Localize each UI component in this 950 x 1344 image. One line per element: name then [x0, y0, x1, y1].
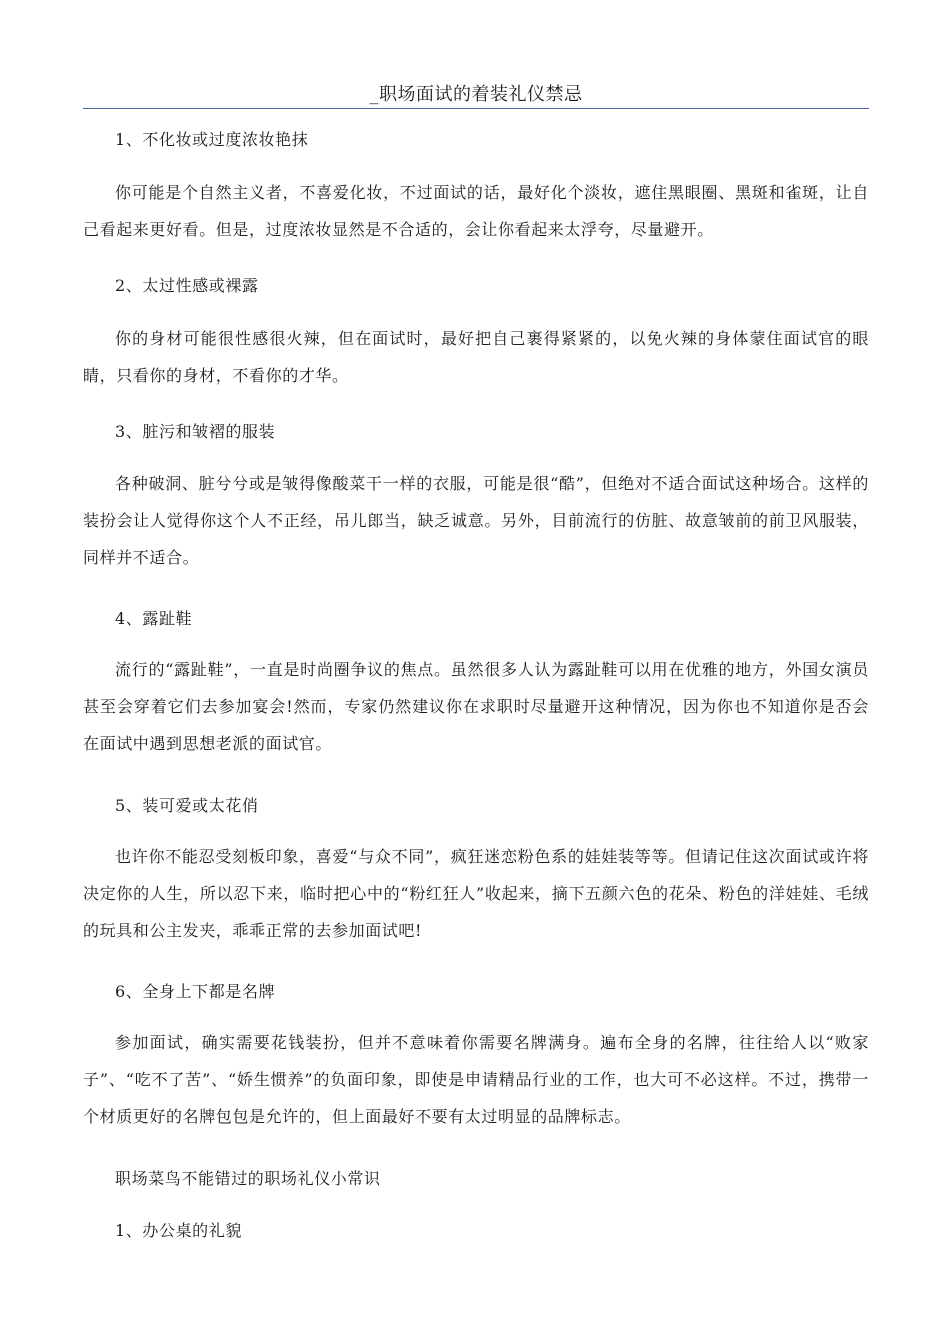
- section-body-6: 参加面试，确实需要花钱装扮，但并不意味着你需要名牌满身。遍布全身的名牌，往往给人以“败家子”、“吃不了苦”、“娇生惯养”的负面印象，即使是申请精品行业的工作，也大可不必这样。不过，携带一个材质更好的名牌包包是允许的，但上面最好不要有太过明显的品牌标志。: [83, 1033, 869, 1126]
- section-body-5: 也许你不能忍受刻板印象，喜爱“与众不同”，疯狂迷恋粉色系的娃娃装等等。但请记住这次面试或许将决定你的人生，所以忍下来，临时把心中的“粉红狂人”收起来，摘下五颜六色的花朵、粉色的洋娃娃、毛绒的玩具和公主发夹，乖乖正常的去参加面试吧!: [83, 847, 869, 940]
- section-body-3: 各种破洞、脏兮兮或是皱得像酸菜干一样的衣服，可能是很“酷”，但绝对不适合面试这种场合。这样的装扮会让人觉得你这个人不正经，吊儿郎当，缺乏诚意。另外，目前流行的仿脏、故意皱前的前卫风服装，同样并不适合。: [83, 474, 869, 567]
- section-body-2: 你的身材可能很性感很火辣，但在面试时，最好把自己裹得紧紧的，以免火辣的身体蒙住面试官的眼睛，只看你的身材，不看你的才华。: [83, 329, 869, 385]
- section-body-1: 你可能是个自然主义者，不喜爱化妆，不过面试的话，最好化个淡妆，遮住黑眼圈、黑斑和雀斑，让自己看起来更好看。但是，过度浓妆显然是不合适的，会让你看起来太浮夸，尽量避开。: [83, 183, 869, 239]
- closing-item-heading: 1、办公桌的礼貌: [115, 1221, 242, 1240]
- section-heading-6: 6、全身上下都是名牌: [115, 982, 276, 1001]
- closing-intro: 职场菜鸟不能错过的职场礼仪小常识: [115, 1169, 381, 1188]
- document-title: _职场面试的着装礼仪禁忌: [369, 84, 583, 105]
- section-body-4: 流行的“露趾鞋”，一直是时尚圈争议的焦点。虽然很多人认为露趾鞋可以用在优雅的地方，外国女演员甚至会穿着它们去参加宴会!然而，专家仍然建议你在求职时尽量避开这种情况，因为你也不知道你是否会在面试中遇到思想老派的面试官。: [83, 660, 869, 753]
- title-divider: [83, 108, 869, 109]
- section-heading-4: 4、露趾鞋: [115, 609, 193, 628]
- section-heading-1: 1、不化妆或过度浓妆艳抹: [115, 130, 309, 149]
- section-heading-3: 3、脏污和皱褶的服装: [115, 422, 276, 441]
- section-heading-5: 5、装可爱或太花俏: [115, 796, 259, 815]
- section-heading-2: 2、太过性感或裸露: [115, 276, 259, 295]
